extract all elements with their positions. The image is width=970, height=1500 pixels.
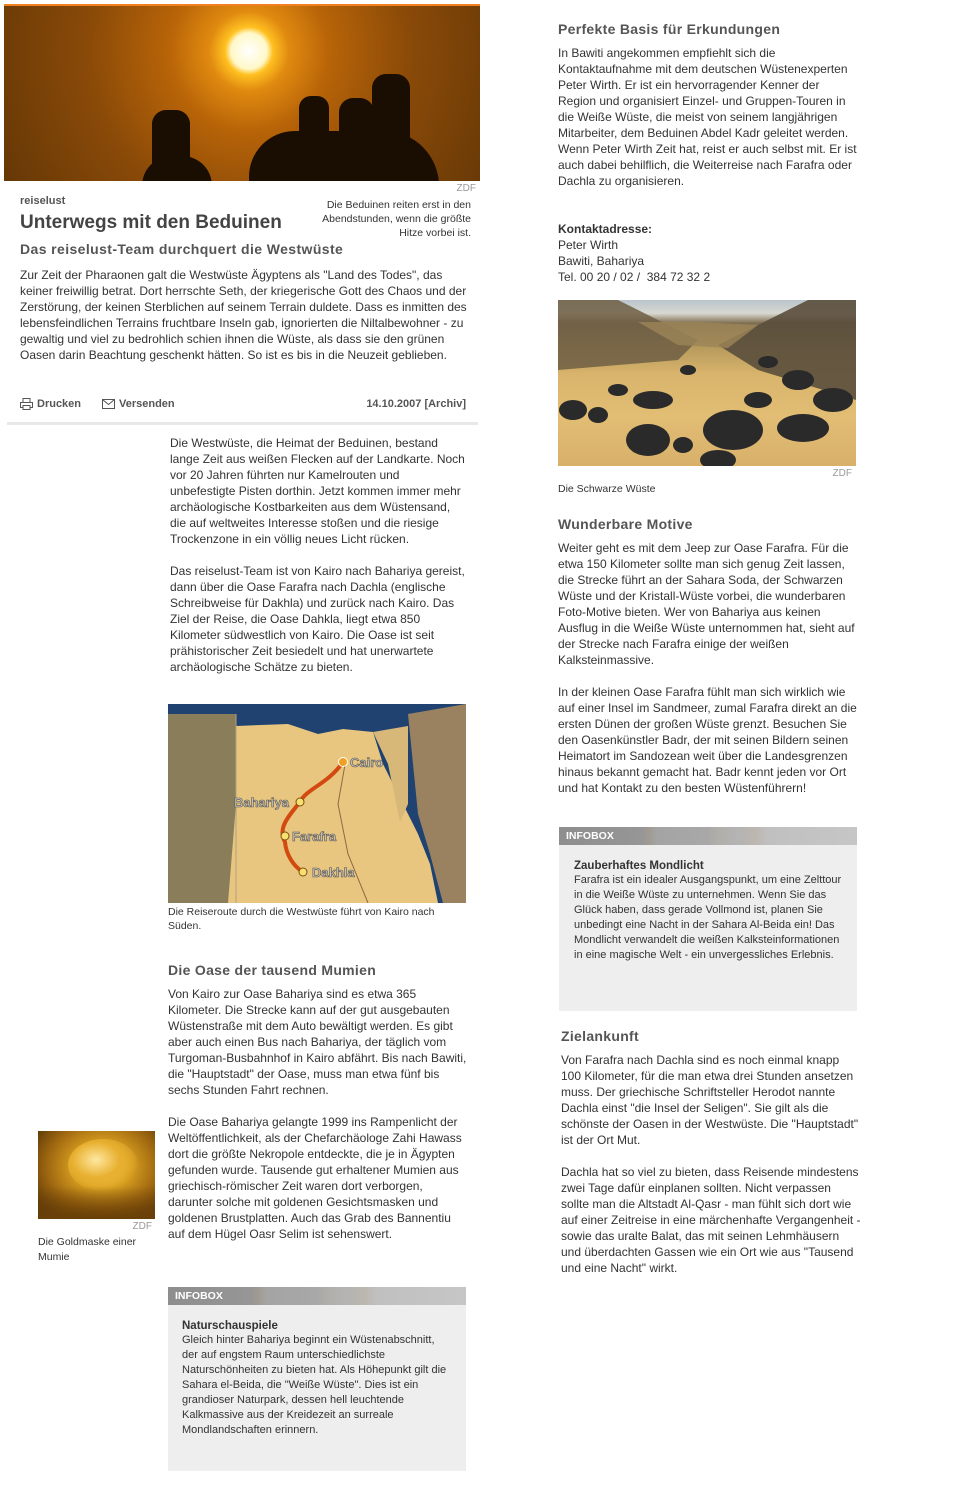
paragraph: Das reiselust-Team ist von Kairo nach Bahariya gereist, dann über die Oase Farafra nach Dachla (englische Schreibweise für Dakhla) und zurück nach Kairo. Das Ziel der Reise, die Oase Dahkla, liegt etwa 850 Kilometer südwestlich von Kairo. Die Oase ist seit prähistorischer Zeit besiedelt und hat unerwartete archäologische Schätze zu bieten.	[170, 564, 465, 674]
infobox-mondlicht	[559, 827, 857, 1011]
article-toolbar	[20, 398, 466, 414]
contact-name: Peter Wirth	[558, 238, 619, 252]
paragraph: Die Oase Bahariya gelangte 1999 ins Rampenlicht der Weltöffentlichkeit, als der Chefarchäologe Zahi Hawass dort die größte Nekropole entdeckte, die je in Ägypten gefunden wurde. Tausende gut erhaltener Mumien aus griechisch-römischer Zeit waren dort verborgen, darunter solche mit goldenen Gesichtsmasken und goldenen Brustplatten. Auch das Grab des Bannentiu auf dem Hügel Oasr Selim ist sehenswert.	[168, 1115, 462, 1241]
paragraph: Die Westwüste, die Heimat der Beduinen, bestand lange Zeit aus weißen Flecken auf der Landkarte. Noch vor 20 Jahren führten nur Kamelrouten und unbefestigte Pisten dorthin. Jetzt kommen immer mehr archäologische Kostbarkeiten aus dem Wüstensand, die auf weltweites Interesse stoßen und die riesige Trockenzone in ein völlig neues Licht rücken.	[170, 436, 465, 546]
paragraph: Weiter geht es mit dem Jeep zur Oase Farafra. Für die etwa 150 Kilometer sollte man sich genug Zeit lassen, die Strecke führt an der Sahara Soda, der Schwarzen Wüste und der Kristall-Wüste vorbei, die wunderbaren Foto-Motive bieten. Wer von Bahariya aus keinen Ausflug in die Weiße Wüste unternommen hat, sieht auf der Strecke nach Farafra einige der weißen Kalksteinmassive.	[558, 541, 855, 667]
goldmask-image	[38, 1131, 155, 1219]
date-value: 14.10.2007	[366, 398, 422, 410]
left-intro-text	[170, 435, 468, 675]
infobox-label: INFOBOX	[175, 1290, 223, 1302]
paragraph: Von Kairo zur Oase Bahariya sind es etwa 365 Kilometer. Die Strecke kann auf der gut ausgebauten Wüstenstraße mit dem Auto bewältigt werden. Es gibt aber auch einen Bus nach Bahariya, der täglich vom Turgoman-Busbahnhof in Kairo abfährt. Bis nach Bawiti, die "Hauptstadt" der Oase, muss man etwa fünf bis sechs Stunden Fahrt rechnen.	[168, 987, 467, 1097]
black-desert-credit: ZDF	[832, 468, 852, 479]
infobox-header	[559, 827, 857, 845]
infobox-title: Zauberhaftes Mondlicht	[574, 860, 704, 872]
contact-label: Kontaktadresse:	[558, 222, 653, 236]
hero-image-credit: ZDF	[456, 183, 476, 194]
article-date	[366, 398, 466, 410]
section-heading-mumien: Die Oase der tausend Mumien	[168, 962, 377, 978]
hero-image-caption: Die Beduinen reiten erst in den Abendstunden, wenn die größte Hitze vorbei ist.	[322, 199, 471, 239]
contact-phone: Tel. 00 20 / 02 / 384 72 32 2	[558, 270, 711, 284]
print-label: Drucken	[37, 398, 82, 410]
contact-address	[558, 221, 858, 285]
section-heading-motive: Wunderbare Motive	[558, 516, 693, 532]
paragraph: Von Farafra nach Dachla sind es noch einmal knapp 100 Kilometer, für die man etwa drei Stunden ansetzen muss. Der griechische Schriftsteller Herodot nannte Dachla einst "die Insel der Seligen". Sie gilt als die schönste der Oasen in der Westwüste. Die "Hauptstadt" ist der Ort Mut.	[561, 1053, 859, 1147]
infobox-header	[168, 1287, 466, 1305]
contact-place: Bawiti, Bahariya	[558, 254, 645, 268]
section-heading-basis: Perfekte Basis für Erkundungen	[558, 21, 781, 37]
hero-image-bedouins-sunset	[4, 4, 480, 181]
archive-link[interactable]: [Archiv]	[424, 398, 466, 410]
send-label: Versenden	[119, 398, 175, 410]
toolbar-divider	[7, 422, 478, 425]
paragraph: In der kleinen Oase Farafra fühlt man sich wirklich wie auf einer Insel im Sandmeer, zumal Farafra direkt an die ersten Dünen der großen Wüste grenzt. Besuchen Sie den Oasenkünstler Badr, der mit seinen Bildern seinen Heimatort im Sandozean weit über die Landesgrenzen hinaus bekannt gemacht hat. Badr kennt jeden vor Ort und hat Kontakt zu den besten Wüstenführern!	[558, 685, 857, 795]
route-map-image	[168, 704, 466, 903]
infobox-body: Gleich hinter Bahariya beginnt ein Wüstenabschnitt, der auf engstem Raum unterschiedlichste Naturschönheiten zu bieten hat. Als Höhepunkt gilt die Sahara el-Beida, die "Weiße Wüste". Dies ist ein grandioser Naturpark, dessen hell leuchtende Kalkmassive aus der Kreidezeit an surreale Mondlandschaften erinnern.	[182, 1334, 447, 1436]
infobox-naturschauspiele	[168, 1287, 466, 1471]
section-ziel-text	[561, 1052, 861, 1276]
section-motive-text	[558, 540, 858, 796]
map-label-dakhla: Dakhla	[312, 865, 355, 880]
print-button[interactable]	[20, 398, 81, 410]
map-label-farafra: Farafra	[292, 829, 337, 844]
printer-icon	[20, 398, 33, 410]
kicker: reiselust	[20, 195, 66, 207]
infobox-title: Naturschauspiele	[182, 1320, 278, 1332]
envelope-icon	[102, 399, 115, 409]
goldmask-credit: ZDF	[132, 1221, 152, 1232]
section-mumien-text	[168, 986, 468, 1242]
send-button[interactable]	[102, 398, 175, 410]
section-heading-ziel: Zielankunft	[561, 1028, 639, 1044]
black-desert-caption: Die Schwarze Wüste	[558, 483, 656, 495]
map-caption: Die Reiseroute durch die Westwüste führt von Kairo nach Süden.	[168, 906, 435, 932]
section-basis-text: In Bawiti angekommen empfiehlt sich die Kontaktaufnahme mit dem deutschen Wüstenexperten Peter Wirth. Er ist ein hervorragender Kenner der Region und organisiert Einzel- und Gruppen-Touren in die Weiße Wüste, die meist von seinem langjährigen Mitarbeiter, dem Beduinen Abdel Kadr geleitet werden. Wenn Peter Wirth Zeit hat, reist er auch selbst mit. Er ist auch dabei behilflich, die Weiterreise nach Farafra oder Dachla zu organisieren.	[558, 46, 857, 188]
page-title: Unterwegs mit den Beduinen	[20, 212, 282, 233]
goldmask-caption: Die Goldmaske einer Mumie	[38, 1236, 137, 1263]
intro-paragraph: Zur Zeit der Pharaonen galt die Westwüste Ägyptens als "Land des Todes", das keiner freiwillig betrat. Dort herrschte Seth, der kriegerische Gott des Chaos und der Zerstörung, der keinen Sterblichen auf seinem Terrain duldete. Dass es inmitten des lebensfeindlichen Terrains fruchtbare Inseln gab, ignorierten die Niltalbewohner - zu gewaltig und viel zu bedrohlich schien ihnen die Wüste, als dass sie den grünen Oasen darin Beachtung geschenkt hätten. So ist es bis in die Neuzeit geblieben.	[20, 268, 467, 362]
infobox-body: Farafra ist ein idealer Ausgangspunkt, um eine Zelttour in die Weiße Wüste zu unternehmen. Wenn Sie das Glück haben, dass gerade Vollmond ist, planen Sie unbedingt eine Nacht in der Sahara Al-Beida ein! Das Mondlicht verwandelt die weißen Kalksteinformationen in eine magische Welt - ein unvergessliches Erlebnis.	[574, 874, 842, 961]
map-label-cairo: Cairo	[350, 755, 384, 770]
map-label-bahariya: Bahariya	[234, 795, 289, 810]
infobox-label: INFOBOX	[566, 830, 614, 842]
paragraph: Dachla hat so viel zu bieten, dass Reisende mindestens zwei Tage dafür einplanen sollten. Nicht verpassen sollte man die Altstadt Al-Qasr - man fühlt sich dort wie auf einer Zeitreise in eine märchenhafte Vergangenheit - sowie das uralte Balat, das mit seinen Lehmhäusern und überdachten Gassen wie ein Ort wie aus "Tausend und eine Nacht" wirkt.	[561, 1165, 861, 1275]
page-subtitle: Das reiselust-Team durchquert die Westwüste	[20, 241, 344, 257]
black-desert-image	[558, 300, 856, 466]
